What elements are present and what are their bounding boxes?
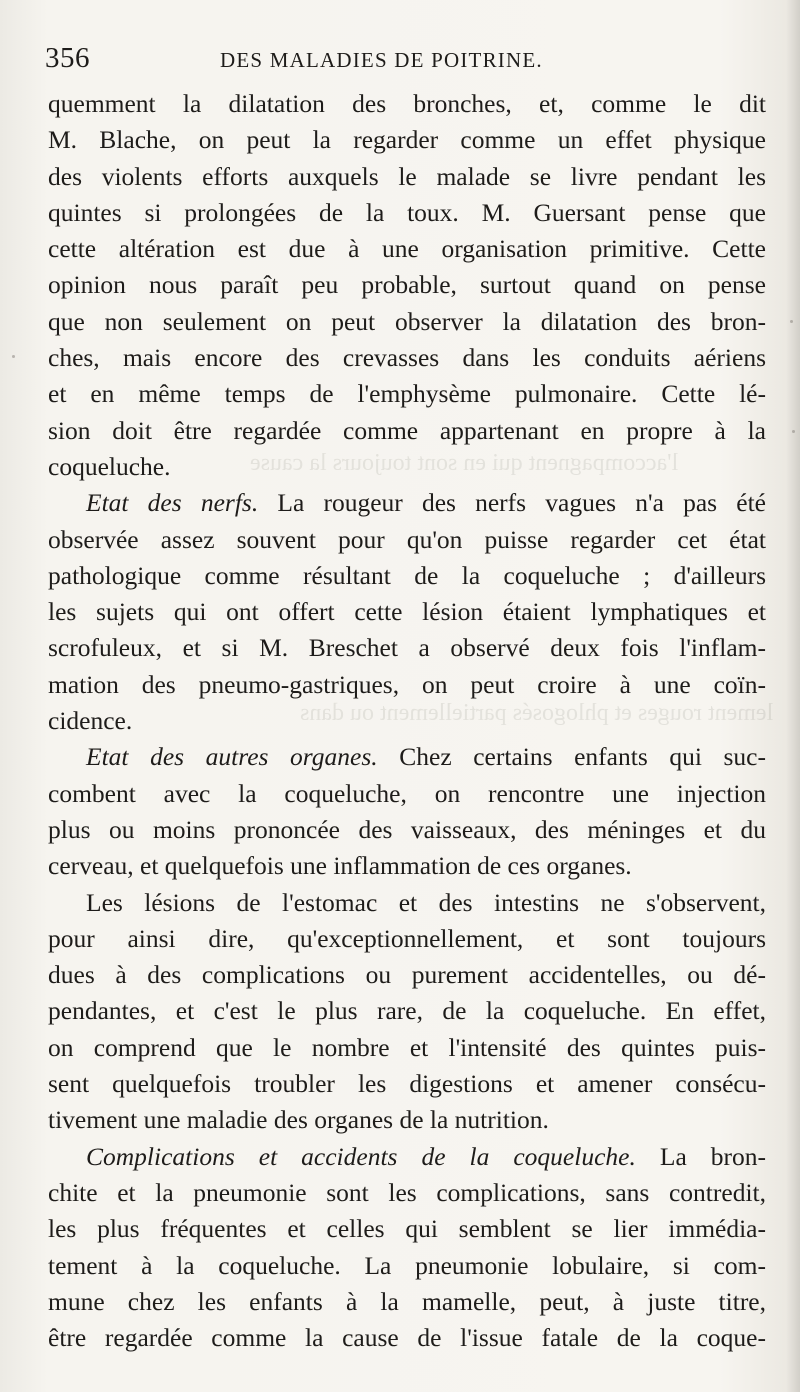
- text-line: observée assez souvent pour qu'on puisse regarder cet état: [48, 524, 766, 554]
- section-heading: Etat des autres organes.: [86, 742, 378, 772]
- text-line: sent quelquefois troubler les digestions et amener consécu-: [48, 1069, 766, 1099]
- text-run: La bron-: [635, 1141, 766, 1171]
- text-line: que non seulement on peut observer la dilatation des bron-: [48, 306, 766, 336]
- text-line: chite et la pneumonie sont les complications, sans contredit,: [48, 1177, 766, 1207]
- text-line: quintes si prolongées de la toux. M. Guersant pense que: [48, 197, 766, 227]
- text-line: cerveau, et quelquefois une inflammation de ces organes.: [48, 851, 632, 881]
- text-line: combent avec la coqueluche, on rencontre une injection: [48, 778, 766, 808]
- text-line: on comprend que le nombre et l'intensité des quintes puis-: [48, 1032, 766, 1062]
- section-heading-line: [48, 485, 766, 521]
- text-line: les plus fréquentes et celles qui semblent se lier immédia-: [48, 1214, 766, 1244]
- text-line: mation des pneumo-gastriques, on peut croire à une coïn-: [48, 669, 766, 699]
- text-line: tement à la coqueluche. La pneumonie lobulaire, si com-: [48, 1250, 766, 1280]
- paper-speck: [790, 320, 793, 323]
- text-run: Chez certains enfants qui suc-: [377, 742, 766, 772]
- text-line: pour ainsi dire, qu'exceptionnellement, et sont toujours: [48, 923, 766, 953]
- text-line: sion doit être regardée comme appartenant en propre à la: [48, 415, 766, 445]
- text-line: M. Blache, on peut la regarder comme un effet physique: [48, 125, 766, 155]
- paper-speck: [792, 430, 795, 433]
- page-edge-shadow: [786, 0, 800, 1392]
- section-heading: Complications et accidents de la coqueluche.: [86, 1141, 636, 1171]
- text-line: scrofuleux, et si M. Breschet a observé deux fois l'inflam-: [48, 633, 766, 663]
- section-heading-line: [48, 739, 766, 775]
- text-line: quemment la dilatation des bronches, et, comme le dit: [48, 89, 766, 118]
- text-line: dues à des complications ou purement accidentelles, ou dé-: [48, 960, 766, 990]
- bleed-through-text: lement rouges et phlogosés partiellement ou dans: [300, 700, 774, 726]
- text-line: ches, mais encore des crevasses dans les conduits aériens: [48, 343, 766, 373]
- section-heading-line: [48, 1139, 766, 1175]
- text-line: opinion nous paraît peu probable, surtout quand on pense: [48, 270, 766, 300]
- body-text: [48, 86, 766, 1356]
- running-title: DES MALADIES DE POITRINE.: [220, 48, 543, 72]
- text-line: et en même temps de l'emphysème pulmonaire. Cette lé-: [48, 379, 766, 409]
- bleed-through-text: l'accompagnent qui en sont toujours la cause: [250, 450, 679, 476]
- paper-speck: [12, 355, 15, 358]
- text-line: cette altération est due à une organisation primitive. Cette: [48, 234, 766, 264]
- text-line: coqueluche.: [48, 451, 171, 481]
- section-heading: Etat des nerfs.: [86, 488, 259, 518]
- text-line: pathologique comme résultant de la coqueluche ; d'ailleurs: [48, 560, 766, 590]
- text-run: La rougeur des nerfs vagues n'a pas été: [258, 488, 766, 518]
- page-header: [45, 42, 765, 82]
- text-line: les sujets qui ont offert cette lésion étaient lymphatiques et: [48, 597, 766, 627]
- page-number: 356: [45, 42, 90, 74]
- text-line: cidence.: [48, 706, 133, 736]
- text-line: pendantes, et c'est le plus rare, de la coqueluche. En effet,: [48, 996, 766, 1026]
- paragraph-start-line: Les lésions de l'estomac et des intestins ne s'observent,: [86, 887, 766, 917]
- text-line: tivement une maladie des organes de la nutrition.: [48, 1105, 549, 1135]
- text-line: des violents efforts auxquels le malade se livre pendant les: [48, 161, 766, 191]
- text-line: plus ou moins prononcée des vaisseaux, des méninges et du: [48, 814, 766, 844]
- text-line: être regardée comme la cause de l'issue fatale de la coque-: [48, 1323, 766, 1353]
- text-line: mune chez les enfants à la mamelle, peut, à juste titre,: [48, 1286, 766, 1316]
